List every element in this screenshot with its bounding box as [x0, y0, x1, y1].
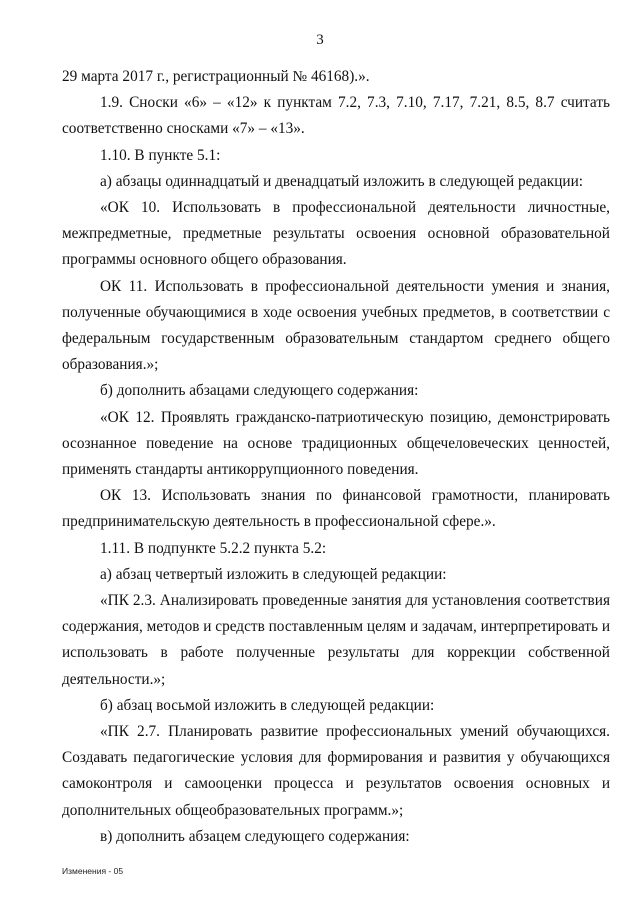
paragraph-7: б) дополнить абзацами следующего содержания: [100, 382, 419, 400]
document-body [62, 64, 610, 850]
paragraph-11: а) абзац четвертый изложить в следующей редакции: [100, 565, 447, 583]
paragraph-1: 29 марта 2017 г., регистрационный № 46168).». [62, 68, 370, 85]
paragraph-8: «ОК 12. Проявлять гражданско-патриотическую позицию, демонстрировать осознанное поведение на основе традиционных общечеловеческих ценностей, применять стандарты антикоррупционного поведения. [62, 408, 610, 479]
paragraph-5: «ОК 10. Использовать в профессиональной деятельности личностные, межпредметные, предметные результаты освоения основной образовательной программы основного общего образования. [62, 199, 610, 269]
page-number: 3 [316, 32, 324, 48]
footer-note: Изменения - 05 [62, 866, 124, 876]
paragraph-14: «ПК 2.7. Планировать развитие профессиональных умений обучающихся. Создавать педагогические условия для формирования и развития у обучающихся самоконтроля и самооценки процесса и результатов освоения основных и дополнительных общеобразовательных программ.»; [62, 723, 610, 819]
paragraph-15: в) дополнить абзацем следующего содержания: [100, 827, 410, 845]
paragraph-10: 1.11. В подпункте 5.2.2 пункта 5.2: [100, 539, 327, 557]
paragraph-2: 1.9. Сноски «6» – «12» к пунктам 7.2, 7.3, 7.10, 7.17, 7.21, 8.5, 8.7 считать соответственно сносками «7» – «13». [62, 94, 610, 138]
paragraph-13: б) абзац восьмой изложить в следующей редакции: [100, 696, 435, 714]
paragraph-12: «ПК 2.3. Анализировать проведенные занятия для установления соответствия содержания, методов и средств поставленным целям и задачам, интерпретировать и использовать в работе полученные результаты для коррекции собственной деятельности.»; [62, 592, 611, 688]
paragraph-9: ОК 13. Использовать знания по финансовой грамотности, планировать предпринимательскую деятельность в профессиональной сфере.». [62, 487, 610, 531]
paragraph-6: ОК 11. Использовать в профессиональной деятельности умения и знания, полученные обучающимися в ходе освоения учебных предметов, в соответствии с федеральным государственным образовательным стандартом среднего общего образования.»; [62, 277, 610, 374]
paragraph-4: а) абзацы одиннадцатый и двенадцатый изложить в следующей редакции: [100, 172, 584, 190]
paragraph-3: 1.10. В пункте 5.1: [100, 146, 221, 164]
